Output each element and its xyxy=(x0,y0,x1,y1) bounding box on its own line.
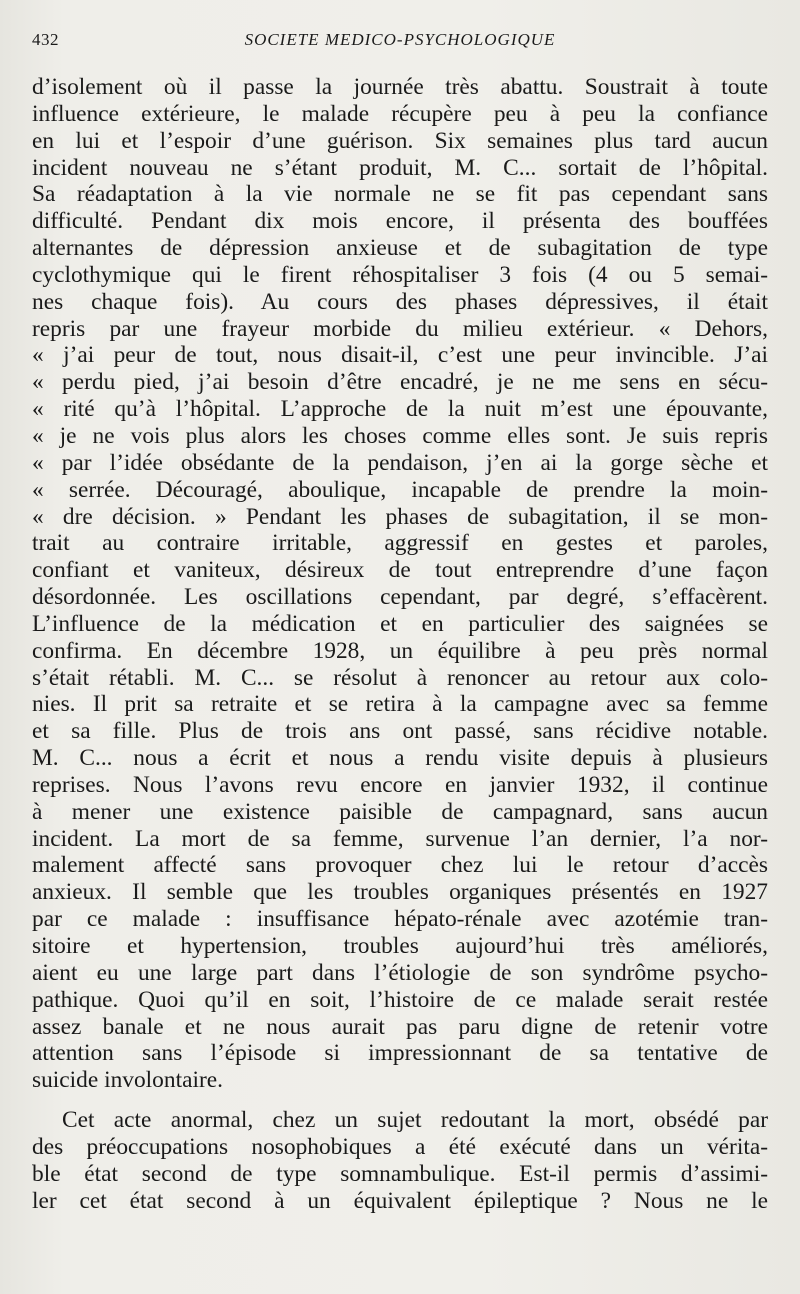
text-line: reprises. Nous l’avons revu encore en janvier 1932, il continue xyxy=(32,771,768,798)
text-line: incident nouveau ne s’étant produit, M. C... sortait de l’hôpital. xyxy=(32,154,768,181)
text-line: d’isolement où il passe la journée très abattu. Soustrait à toute xyxy=(32,74,768,100)
text-line: « je ne vois plus alors les choses comme elles sont. Je suis repris xyxy=(32,422,768,449)
text-line: attention sans l’épisode si impressionnant de sa tentative de xyxy=(32,1040,768,1067)
text-line: ler cet état second à un équivalent épileptique ? Nous ne le xyxy=(32,1187,768,1214)
text-line: nes chaque fois). Au cours des phases dépressives, il était xyxy=(32,288,768,315)
text-line: « perdu pied, j’ai besoin d’être encadré, je ne me sens en sécu- xyxy=(32,369,768,396)
text-line: « j’ai peur de tout, nous disait-il, c’est une peur invincible. J’ai xyxy=(32,342,768,369)
text-line: sitoire et hypertension, troubles aujourd’hui très améliorés, xyxy=(32,933,768,959)
text-line: incident. La mort de sa femme, survenue l’an dernier, l’a nor- xyxy=(32,825,768,852)
text-line: des préoccupations nosophobiques a été exécuté dans un vérita- xyxy=(32,1133,768,1160)
text-line: s’était rétabli. M. C... se résolut à renoncer au retour aux colo- xyxy=(32,664,768,691)
text-line: confiant et vaniteux, désireux de tout entreprendre d’une façon xyxy=(32,557,768,584)
text-line: ble état second de type somnambulique. Est-il permis d’assimi- xyxy=(32,1160,768,1187)
paragraph xyxy=(32,74,768,1094)
text-line: « par l’idée obsédante de la pendaison, j’en ai la gorge sèche et xyxy=(32,449,768,476)
page-number: 432 xyxy=(32,30,59,49)
text-line: « rité qu’à l’hôpital. L’approche de la nuit m’est une épouvante, xyxy=(32,396,768,423)
text-line: influence extérieure, le malade récupère peu à peu la confiance xyxy=(32,100,768,127)
text-line: trait au contraire irritable, aggressif en gestes et paroles, xyxy=(32,530,768,557)
text-line: « dre décision. » Pendant les phases de subagitation, il se mon- xyxy=(32,503,768,530)
text-line: suicide involontaire. xyxy=(32,1067,223,1094)
text-line: Sa réadaptation à la vie normale ne se fit pas cependant sans xyxy=(32,181,768,208)
text-line: en lui et l’espoir d’une guérison. Six semaines plus tard aucun xyxy=(32,127,768,154)
text-line: cyclothymique qui le firent réhospitaliser 3 fois (4 ou 5 semai- xyxy=(32,261,768,288)
text-line: anxieux. Il semble que les troubles organiques présentés en 1927 xyxy=(32,879,768,906)
text-line: Cet acte anormal, chez un sujet redoutant la mort, obsédé par xyxy=(62,1107,768,1134)
text-line: malement affecté sans provoquer chez lui le retour d’accès xyxy=(32,852,768,879)
text-line: par ce malade : insuffisance hépato-rénale avec azotémie tran- xyxy=(32,906,768,933)
text-line: M. C... nous a écrit et nous a rendu visite depuis à plusieurs xyxy=(32,745,768,772)
text-line: confirma. En décembre 1928, un équilibre à peu près normal xyxy=(32,637,768,664)
text-line: difficulté. Pendant dix mois encore, il présenta des bouffées xyxy=(32,208,768,235)
text-line: pathique. Quoi qu’il en soit, l’histoire de ce malade serait restée xyxy=(32,986,768,1013)
text-line: repris par une frayeur morbide du milieu extérieur. « Dehors, xyxy=(32,315,768,342)
text-line: L’influence de la médication et en particulier des saignées se xyxy=(32,610,768,637)
text-line: « serrée. Découragé, aboulique, incapable de prendre la moin- xyxy=(32,476,768,503)
text-line: nies. Il prit sa retraite et se retira à la campagne avec sa femme xyxy=(32,691,768,718)
running-title: SOCIETE MEDICO-PSYCHOLOGIQUE xyxy=(244,30,556,49)
text-line: à mener une existence paisible de campagnard, sans aucun xyxy=(32,798,768,825)
text-line: alternantes de dépression anxieuse et de subagitation de type xyxy=(32,235,768,262)
text-line: et sa fille. Plus de trois ans ont passé, sans récidive notable. xyxy=(32,718,768,745)
text-line: assez banale et ne nous aurait pas paru digne de retenir votre xyxy=(32,1013,768,1040)
text-line: désordonnée. Les oscillations cependant, par degré, s’effacèrent. xyxy=(32,584,768,611)
paragraph xyxy=(32,1107,768,1214)
text-line: aient eu une large part dans l’étiologie de son syndrôme psycho- xyxy=(32,959,768,986)
body-text xyxy=(32,74,768,1214)
running-header xyxy=(32,30,768,56)
